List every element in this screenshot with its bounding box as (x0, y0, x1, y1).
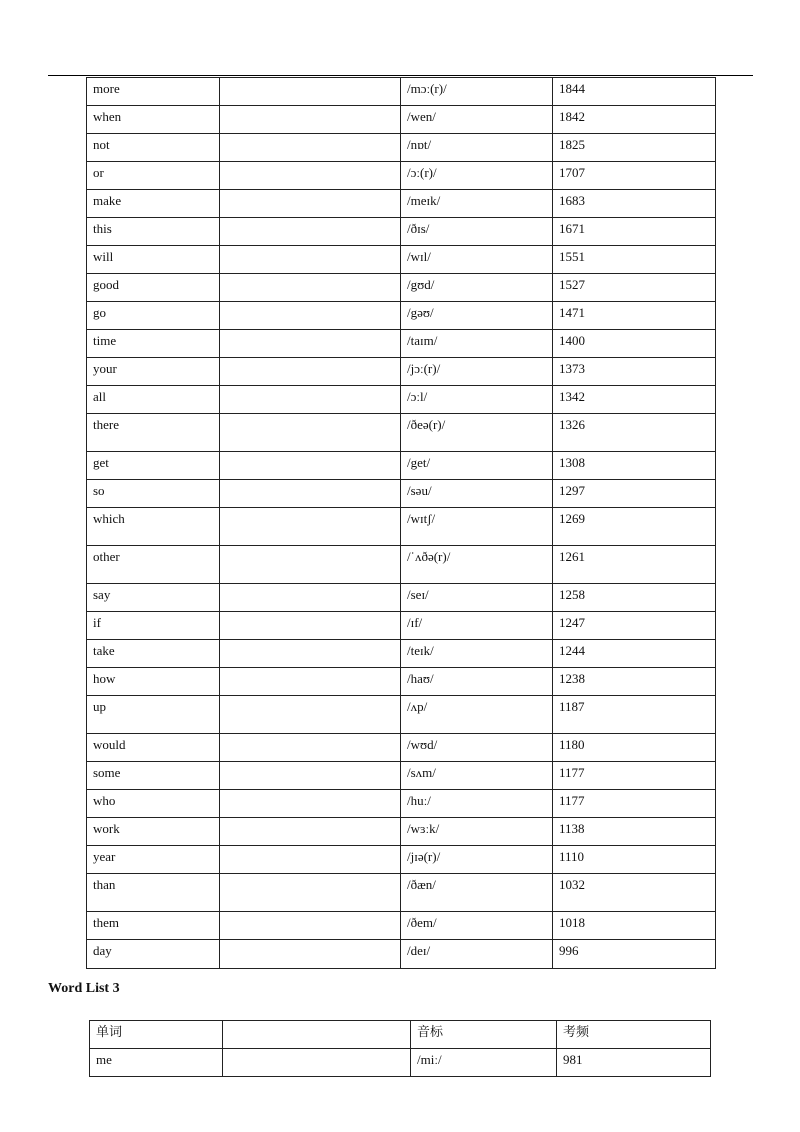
ipa-cell: /teɪk/ (401, 640, 553, 668)
blank-cell (220, 818, 401, 846)
word-cell: will (87, 246, 220, 274)
blank-cell (220, 940, 401, 969)
ipa-cell: /jɔː(r)/ (401, 358, 553, 386)
word-cell: day (87, 940, 220, 969)
ipa-cell: /sʌm/ (401, 762, 553, 790)
blank-cell (220, 106, 401, 134)
header-word: 单词 (90, 1021, 223, 1049)
word-cell: me (90, 1049, 223, 1077)
blank-cell (220, 190, 401, 218)
table-row (87, 846, 716, 874)
ipa-cell: /ðɪs/ (401, 218, 553, 246)
table-row (87, 818, 716, 846)
table-row (87, 508, 716, 546)
freq-cell: 1342 (553, 386, 716, 414)
table-row (87, 912, 716, 940)
blank-cell (220, 414, 401, 452)
freq-cell: 1261 (553, 546, 716, 584)
blank-cell (220, 246, 401, 274)
freq-cell: 1527 (553, 274, 716, 302)
table-header-row (90, 1021, 711, 1049)
freq-cell: 1138 (553, 818, 716, 846)
word-cell: more (87, 78, 220, 106)
freq-cell: 1032 (553, 874, 716, 912)
blank-cell (220, 874, 401, 912)
freq-cell: 1110 (553, 846, 716, 874)
ipa-cell: /ɔːl/ (401, 386, 553, 414)
ipa-cell: /wʊd/ (401, 734, 553, 762)
table-row (87, 612, 716, 640)
table-row (87, 790, 716, 818)
blank-cell (220, 78, 401, 106)
freq-cell: 1707 (553, 162, 716, 190)
word-cell: not (87, 134, 220, 162)
ipa-cell: /haʊ/ (401, 668, 553, 696)
table-row (87, 734, 716, 762)
ipa-cell: /ˈʌðə(r)/ (401, 546, 553, 584)
freq-cell: 1400 (553, 330, 716, 358)
blank-cell (220, 386, 401, 414)
blank-cell (220, 134, 401, 162)
freq-cell: 1180 (553, 734, 716, 762)
freq-cell: 1308 (553, 452, 716, 480)
word-cell: if (87, 612, 220, 640)
word-cell: make (87, 190, 220, 218)
blank-cell (220, 640, 401, 668)
ipa-cell: /ɪf/ (401, 612, 553, 640)
word-cell: say (87, 584, 220, 612)
freq-cell: 1326 (553, 414, 716, 452)
word-cell: work (87, 818, 220, 846)
table-row (87, 134, 716, 162)
table-row (87, 480, 716, 508)
freq-cell: 1671 (553, 218, 716, 246)
freq-cell: 1269 (553, 508, 716, 546)
table-row (87, 874, 716, 912)
table-row (87, 452, 716, 480)
word-cell: up (87, 696, 220, 734)
freq-cell: 996 (553, 940, 716, 969)
freq-cell: 1844 (553, 78, 716, 106)
word-cell: them (87, 912, 220, 940)
ipa-cell: /seɪ/ (401, 584, 553, 612)
blank-cell (220, 274, 401, 302)
section-heading: Word List 3 (48, 981, 120, 996)
word-cell: this (87, 218, 220, 246)
word-cell: than (87, 874, 220, 912)
blank-cell (220, 790, 401, 818)
table-row (87, 640, 716, 668)
ipa-cell: /wɪtʃ/ (401, 508, 553, 546)
table-row (90, 1049, 711, 1077)
table-row (87, 106, 716, 134)
table-row (87, 940, 716, 969)
blank-cell (220, 330, 401, 358)
freq-cell: 1825 (553, 134, 716, 162)
freq-cell: 1683 (553, 190, 716, 218)
table-row (87, 246, 716, 274)
word-list-3-table (89, 1020, 711, 1077)
freq-cell: 1842 (553, 106, 716, 134)
word-cell: other (87, 546, 220, 584)
blank-cell (220, 546, 401, 584)
freq-cell: 1258 (553, 584, 716, 612)
header-ipa: 音标 (411, 1021, 557, 1049)
word-cell: take (87, 640, 220, 668)
blank-cell (220, 218, 401, 246)
freq-cell: 981 (557, 1049, 711, 1077)
freq-cell: 1018 (553, 912, 716, 940)
blank-cell (220, 734, 401, 762)
freq-cell: 1373 (553, 358, 716, 386)
header-rule (48, 75, 753, 76)
table-row (87, 696, 716, 734)
blank-cell (220, 584, 401, 612)
ipa-cell: /mɔː(r)/ (401, 78, 553, 106)
ipa-cell: /səu/ (401, 480, 553, 508)
table-row (87, 274, 716, 302)
word-table (86, 77, 716, 969)
word-cell: there (87, 414, 220, 452)
freq-cell: 1471 (553, 302, 716, 330)
word-cell: who (87, 790, 220, 818)
table-row (87, 218, 716, 246)
table-row (87, 302, 716, 330)
word-cell: time (87, 330, 220, 358)
word-cell: get (87, 452, 220, 480)
ipa-cell: /gəʊ/ (401, 302, 553, 330)
freq-cell: 1247 (553, 612, 716, 640)
freq-cell: 1177 (553, 762, 716, 790)
ipa-cell: /meɪk/ (401, 190, 553, 218)
freq-cell: 1551 (553, 246, 716, 274)
word-cell: your (87, 358, 220, 386)
ipa-cell: /wɜːk/ (401, 818, 553, 846)
word-cell: year (87, 846, 220, 874)
blank-cell (220, 358, 401, 386)
table-row (87, 546, 716, 584)
ipa-cell: /get/ (401, 452, 553, 480)
ipa-cell: /wɪl/ (401, 246, 553, 274)
blank-cell (220, 696, 401, 734)
table-row (87, 190, 716, 218)
ipa-cell: /ðæn/ (401, 874, 553, 912)
table-row (87, 358, 716, 386)
ipa-cell: /huː/ (401, 790, 553, 818)
freq-cell: 1244 (553, 640, 716, 668)
blank-cell (220, 846, 401, 874)
table-row (87, 414, 716, 452)
blank-cell (220, 162, 401, 190)
blank-cell (223, 1049, 411, 1077)
freq-cell: 1297 (553, 480, 716, 508)
word-cell: good (87, 274, 220, 302)
ipa-cell: /deɪ/ (401, 940, 553, 969)
word-cell: all (87, 386, 220, 414)
table-row (87, 78, 716, 106)
ipa-cell: /gʊd/ (401, 274, 553, 302)
word-cell: or (87, 162, 220, 190)
table-row (87, 762, 716, 790)
header-freq: 考频 (557, 1021, 711, 1049)
freq-cell: 1238 (553, 668, 716, 696)
blank-cell (220, 762, 401, 790)
ipa-cell: /taɪm/ (401, 330, 553, 358)
ipa-cell: /ðeə(r)/ (401, 414, 553, 452)
word-cell: how (87, 668, 220, 696)
ipa-cell: /jɪə(r)/ (401, 846, 553, 874)
blank-cell (220, 508, 401, 546)
freq-cell: 1187 (553, 696, 716, 734)
freq-cell: 1177 (553, 790, 716, 818)
blank-cell (220, 480, 401, 508)
word-cell: go (87, 302, 220, 330)
header-blank (223, 1021, 411, 1049)
blank-cell (220, 668, 401, 696)
table-row (87, 162, 716, 190)
table-row (87, 386, 716, 414)
ipa-cell: /ɔː(r)/ (401, 162, 553, 190)
word-cell: which (87, 508, 220, 546)
table-row (87, 584, 716, 612)
word-cell: some (87, 762, 220, 790)
ipa-cell: /wen/ (401, 106, 553, 134)
word-cell: when (87, 106, 220, 134)
word-cell: would (87, 734, 220, 762)
ipa-cell: /ðem/ (401, 912, 553, 940)
word-cell: so (87, 480, 220, 508)
table-row (87, 330, 716, 358)
blank-cell (220, 612, 401, 640)
blank-cell (220, 452, 401, 480)
ipa-cell: /nɒt/ (401, 134, 553, 162)
table-row (87, 668, 716, 696)
blank-cell (220, 912, 401, 940)
blank-cell (220, 302, 401, 330)
ipa-cell: /ʌp/ (401, 696, 553, 734)
ipa-cell: /miː/ (411, 1049, 557, 1077)
